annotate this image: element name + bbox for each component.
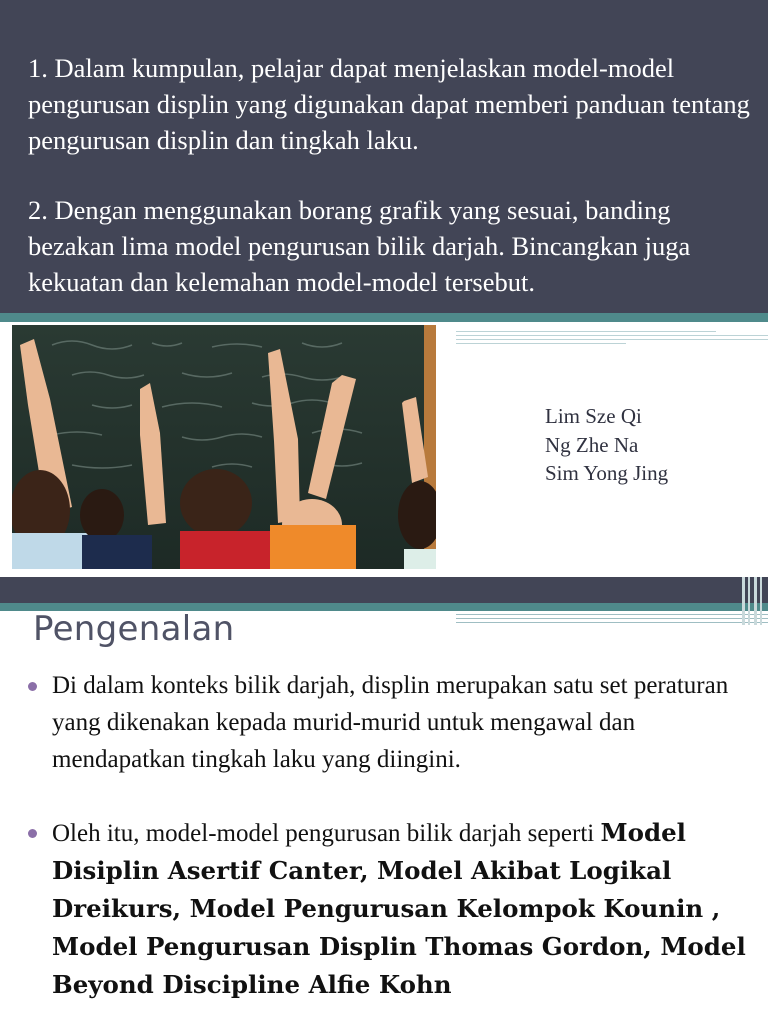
bullet-text: Di dalam konteks bilik darjah, displin merupakan satu set peraturan yang dikenakan kepada murid-murid untuk mengawal dan mendapatkan tingkah laku yang diingini. xyxy=(52,672,729,773)
bullet-text: Oleh itu, model-model pengurusan bilik darjah seperti xyxy=(52,820,601,847)
students-raising-hands-image xyxy=(12,325,436,569)
decorative-bars xyxy=(738,577,768,625)
bullet-list xyxy=(22,667,752,1004)
objective-2: 2. Dengan menggunakan borang grafik yang sesuai, banding bezakan lima model pengurusan bilik darjah. Bincangkan juga kekuatan dan kelemahan model-model tersebut. xyxy=(28,195,691,297)
slide-introduction xyxy=(0,577,768,1024)
author-name: Ng Zhe Na xyxy=(545,432,639,457)
header-band xyxy=(0,577,768,603)
bullet-item xyxy=(22,814,752,1004)
objective-1: 1. Dalam kumpulan, pelajar dapat menjelaskan model-model pengurusan displin yang digunakan dapat memberi panduan tentang pengurusan displin dan tingkah laku. xyxy=(28,53,750,155)
slide-title: Pengenalan xyxy=(33,609,235,649)
divider-stripe xyxy=(0,313,768,322)
author-list xyxy=(545,402,668,488)
objectives-header xyxy=(0,0,768,313)
author-name: Lim Sze Qi xyxy=(545,404,642,428)
bullet-dot-icon xyxy=(28,829,37,838)
model-names: Model Disiplin Asertif Canter, Model Akibat Logikal Dreikurs, Model Pengurusan Kelompok Kounin , Model Pengurusan Displin Thomas Gordon, Model Beyond Discipline Alfie Kohn xyxy=(52,818,746,999)
classroom-photo xyxy=(12,325,436,569)
decorative-lines xyxy=(456,614,768,626)
author-name: Sim Yong Jing xyxy=(545,461,669,485)
bullet-dot-icon xyxy=(28,682,37,691)
bullet-item xyxy=(22,667,752,778)
decorative-lines xyxy=(456,331,768,347)
